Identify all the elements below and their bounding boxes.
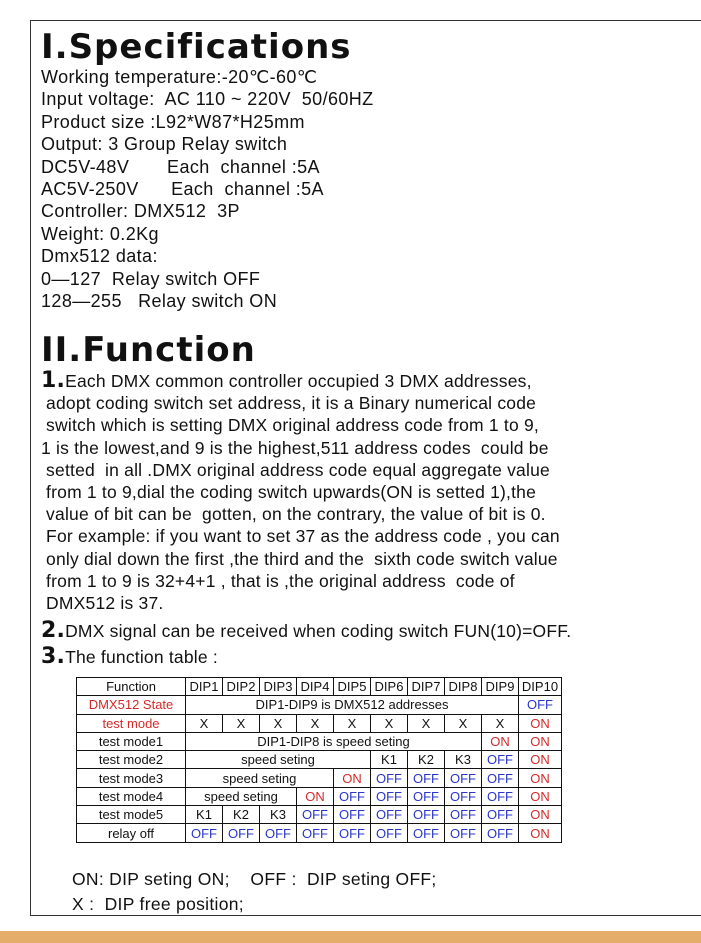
table-cell: ON [519, 714, 562, 732]
header-dip2: DIP2 [223, 678, 260, 696]
function-section [41, 370, 696, 669]
table-row [77, 769, 562, 787]
table-row [77, 824, 562, 842]
table-cell: ON [482, 732, 519, 750]
row-label: test mode4 [77, 787, 186, 805]
table-cell: X [223, 714, 260, 732]
legend-x: X : DIP free position; [72, 894, 244, 914]
table-cell: K2 [223, 806, 260, 824]
item1-line: from 1 to 9,dial the coding switch upwards(ON is setted 1),the [41, 482, 537, 503]
table-cell: OFF [371, 769, 408, 787]
table-cell: OFF [482, 787, 519, 805]
row-label: test mode5 [77, 806, 186, 824]
row-label: test mode3 [77, 769, 186, 787]
table-cell: OFF [445, 824, 482, 842]
table-cell: K2 [408, 751, 445, 769]
spec-line: 0—127 Relay switch OFF [41, 268, 261, 289]
row-label: DMX512 State [77, 696, 186, 714]
table-row [77, 751, 562, 769]
table-cell: OFF [371, 787, 408, 805]
table-cell: ON [297, 787, 334, 805]
table-cell: ON [334, 769, 371, 787]
table-cell: OFF [260, 824, 297, 842]
table-cell: ON [519, 824, 562, 842]
item3 [41, 646, 696, 668]
item1-line: adopt coding switch set address, it is a Binary numerical code [41, 393, 537, 414]
table-cell: X [445, 714, 482, 732]
table-row [77, 732, 562, 750]
table-cell: X [260, 714, 297, 732]
specifications-heading: I.Specifications [41, 27, 352, 67]
table-cell: OFF [297, 806, 334, 824]
item1-line: from 1 to 9 is 32+4+1 , that is ,the original address code of [41, 570, 515, 591]
table-cell: OFF [334, 806, 371, 824]
item2-number: 2. [41, 618, 66, 644]
header-dip4: DIP4 [297, 678, 334, 696]
table-cell: OFF [408, 824, 445, 842]
spec-line: Weight: 0.2Kg [41, 223, 159, 244]
table-row [77, 787, 562, 805]
table-cell: OFF [408, 806, 445, 824]
specifications-list [41, 66, 374, 312]
spec-line: AC5V-250V Each channel :5A [41, 179, 324, 200]
spec-line: Input voltage: AC 110 ~ 220V 50/60HZ [41, 89, 374, 110]
table-cell: K1 [186, 806, 223, 824]
header-dip5: DIP5 [334, 678, 371, 696]
table-row [77, 806, 562, 824]
item3-number: 3. [41, 644, 66, 670]
item1-line: setted in all .DMX original address code equal aggregate value [41, 459, 550, 480]
item1-first-line [41, 370, 696, 392]
header-dip3: DIP3 [260, 678, 297, 696]
header-dip9: DIP9 [482, 678, 519, 696]
function-heading: II.Function [41, 330, 256, 370]
spec-line: Dmx512 data: [41, 246, 158, 267]
table-cell: X [482, 714, 519, 732]
table-body [77, 696, 562, 842]
table-cell: OFF [334, 787, 371, 805]
function-table-wrapper [76, 677, 562, 843]
item1-line: only dial down the first ,the third and the sixth code switch value [41, 548, 558, 569]
bottom-strip [0, 931, 701, 943]
header-dip8: DIP8 [445, 678, 482, 696]
header-dip1: DIP1 [186, 678, 223, 696]
spec-line: Product size :L92*W87*H25mm [41, 111, 305, 132]
header-function: Function [77, 678, 186, 696]
table-cell: OFF [334, 824, 371, 842]
item1-line: value of bit can be gotten, on the contrary, the value of bit is 0. [41, 504, 546, 525]
header-dip10: DIP10 [519, 678, 562, 696]
table-cell: OFF [408, 787, 445, 805]
header-dip6: DIP6 [371, 678, 408, 696]
table-header-row [77, 678, 562, 696]
item2-text: DMX signal can be received when coding switch FUN(10)=OFF. [65, 621, 572, 642]
table-cell: OFF [186, 824, 223, 842]
table-cell: K3 [260, 806, 297, 824]
table-cell: OFF [482, 751, 519, 769]
table-cell: OFF [445, 806, 482, 824]
table-cell: X [334, 714, 371, 732]
item1-line: DMX512 is 37. [41, 593, 164, 614]
table-cell: OFF [408, 769, 445, 787]
item1-line: For example: if you want to set 37 as the address code , you can [41, 526, 560, 547]
table-cell: OFF [371, 806, 408, 824]
table-cell: OFF [297, 824, 334, 842]
table-cell: DIP1-DIP8 is speed seting [186, 732, 482, 750]
function-table [76, 677, 562, 843]
spec-line: DC5V-48V Each channel :5A [41, 156, 320, 177]
table-cell: OFF [223, 824, 260, 842]
table-cell: speed seting [186, 787, 297, 805]
table-cell: X [408, 714, 445, 732]
item2 [41, 620, 696, 642]
table-cell: OFF [445, 769, 482, 787]
table-cell: OFF [519, 696, 562, 714]
item1-line: switch which is setting DMX original address code from 1 to 9, [41, 415, 539, 436]
table-cell: OFF [482, 806, 519, 824]
table-cell: K1 [371, 751, 408, 769]
table-cell: ON [519, 787, 562, 805]
item1-line: 1 is the lowest,and 9 is the highest,511 address codes could be [41, 437, 549, 458]
item1-number: 1. [41, 368, 66, 393]
spec-line: Working temperature:-20℃-60℃ [41, 67, 318, 87]
row-label: test mode1 [77, 732, 186, 750]
table-cell: speed seting [186, 751, 371, 769]
table-cell: X [186, 714, 223, 732]
table-row [77, 714, 562, 732]
table-cell: OFF [371, 824, 408, 842]
item1-line: Each DMX common controller occupied 3 DMX addresses, [65, 371, 532, 391]
table-cell: OFF [445, 787, 482, 805]
table-cell: OFF [482, 769, 519, 787]
table-cell: ON [519, 806, 562, 824]
table-cell: ON [519, 732, 562, 750]
table-cell: X [297, 714, 334, 732]
row-label: relay off [77, 824, 186, 842]
item3-text: The function table : [65, 647, 218, 668]
table-cell: ON [519, 751, 562, 769]
table-cell: X [371, 714, 408, 732]
spec-line: Controller: DMX512 3P [41, 201, 240, 222]
row-label: test mode2 [77, 751, 186, 769]
table-row [77, 696, 562, 714]
spec-line: Output: 3 Group Relay switch [41, 134, 288, 155]
table-cell: ON [519, 769, 562, 787]
table-cell: speed seting [186, 769, 334, 787]
legend-on-off: ON: DIP seting ON; OFF : DIP seting OFF; [72, 869, 437, 889]
table-cell: K3 [445, 751, 482, 769]
item1-paragraph [41, 392, 696, 614]
table-cell: OFF [482, 824, 519, 842]
header-dip7: DIP7 [408, 678, 445, 696]
row-label: test mode [77, 714, 186, 732]
table-cell: DIP1-DIP9 is DMX512 addresses [186, 696, 519, 714]
spec-line: 128—255 Relay switch ON [41, 291, 278, 312]
